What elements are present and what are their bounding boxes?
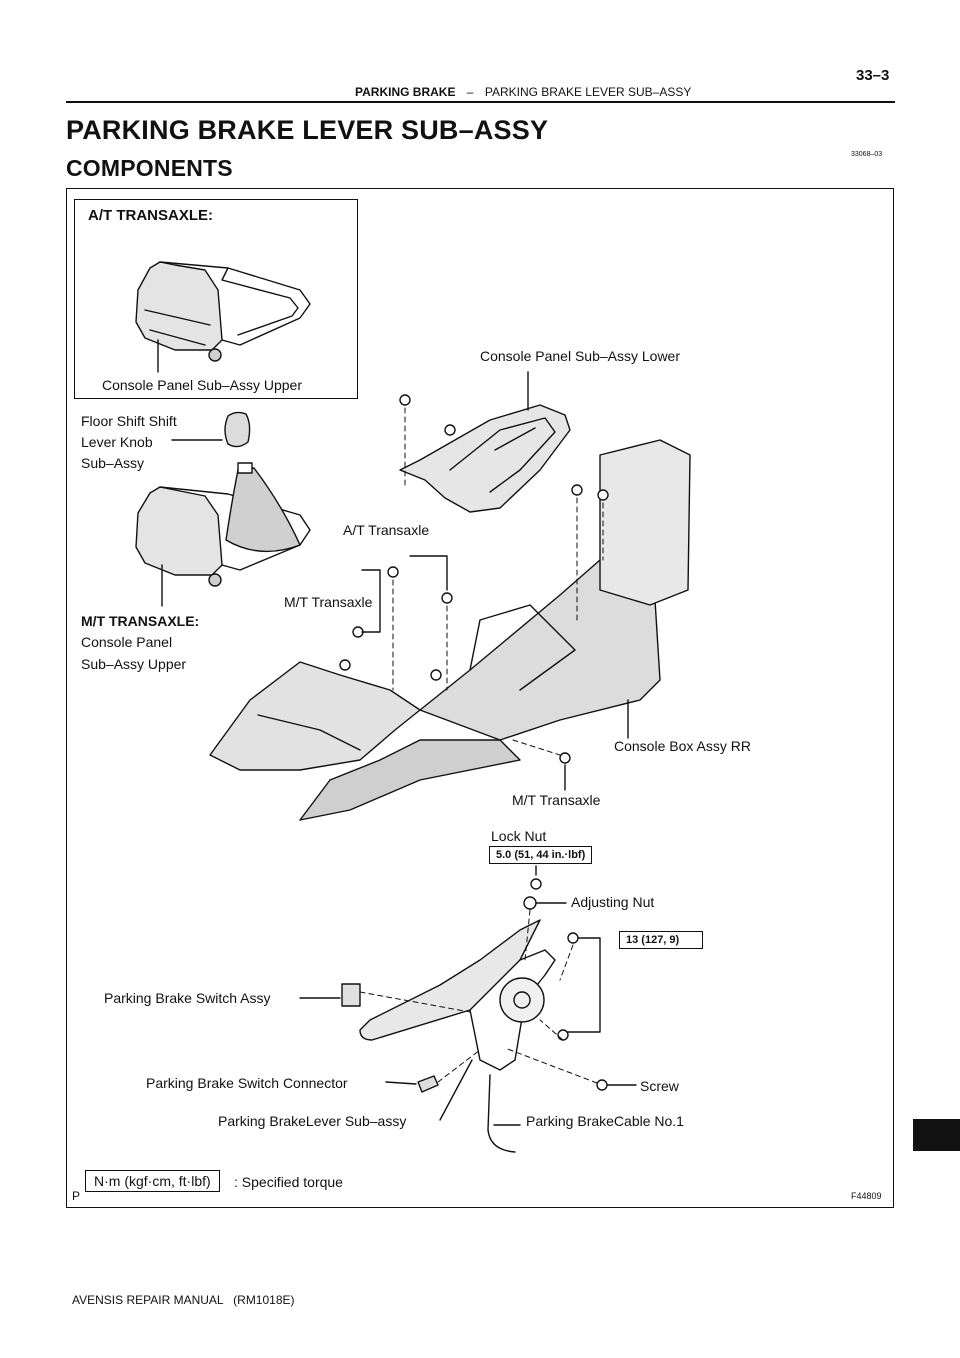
label-knob-line1: Floor Shift Shift [81, 413, 177, 429]
torque-bolt: 13 (127, 9) [619, 931, 703, 949]
label-adjusting-nut: Adjusting Nut [571, 894, 655, 910]
torque-lock-nut: 5.0 (51, 44 in.·lbf) [489, 846, 592, 864]
label-lock-nut: Lock Nut [491, 828, 547, 844]
page-number: 33–3 [856, 67, 890, 84]
cable-part [488, 1075, 515, 1152]
label-mt-transaxle-2: M/T Transaxle [512, 792, 601, 808]
label-mt-upper-line1: Console Panel [81, 634, 173, 650]
page-title: PARKING BRAKE LEVER SUB–ASSY [66, 115, 549, 145]
label-cable: Parking BrakeCable No.1 [526, 1113, 684, 1129]
label-knob-line3: Sub–Assy [81, 455, 145, 471]
section-tab-marker [913, 1119, 960, 1151]
label-console-box: Console Box Assy RR [614, 738, 751, 754]
header-subsection: PARKING BRAKE LEVER SUB–ASSY [484, 85, 692, 99]
label-mt-upper-line2: Sub–Assy Upper [81, 656, 187, 672]
label-console-upper-at: Console Panel Sub–Assy Upper [102, 377, 303, 393]
front-console-part [210, 662, 420, 770]
console-lower-part [400, 405, 570, 512]
label-mt-transaxle-1: M/T Transaxle [284, 594, 373, 610]
label-lever-assy: Parking BrakeLever Sub–assy [218, 1113, 407, 1129]
footer-manual-ref: AVENSIS REPAIR MANUAL (RM1018E) [72, 1293, 295, 1307]
label-knob-line2: Lever Knob [81, 434, 153, 450]
header-separator: – [466, 85, 474, 99]
shift-knob-part [225, 412, 250, 446]
label-switch-assy: Parking Brake Switch Assy [104, 990, 271, 1006]
label-console-lower: Console Panel Sub–Assy Lower [480, 348, 681, 364]
parking-brake-lever-part [360, 920, 555, 1070]
label-at-transaxle: A/T Transaxle [343, 522, 430, 538]
figure-corner-mark: P [72, 1189, 81, 1203]
label-switch-connector: Parking Brake Switch Connector [146, 1075, 348, 1091]
connector-part [418, 1076, 438, 1092]
console-upper-at-part [136, 262, 310, 361]
label-screw: Screw [640, 1078, 679, 1094]
section-subtitle: COMPONENTS [66, 155, 233, 181]
document-code: 33068–03 [851, 151, 883, 158]
label-mt-heading: M/T TRANSAXLE: [81, 613, 200, 629]
torque-legend-text: : Specified torque [234, 1174, 343, 1190]
switch-part [342, 984, 360, 1006]
header-section-name: PARKING BRAKE [355, 85, 456, 99]
torque-unit-legend: N·m (kgf·cm, ft·lbf) [85, 1170, 220, 1192]
figure-id: F44809 [851, 1191, 882, 1201]
inset-title: A/T TRANSAXLE: [88, 207, 213, 224]
